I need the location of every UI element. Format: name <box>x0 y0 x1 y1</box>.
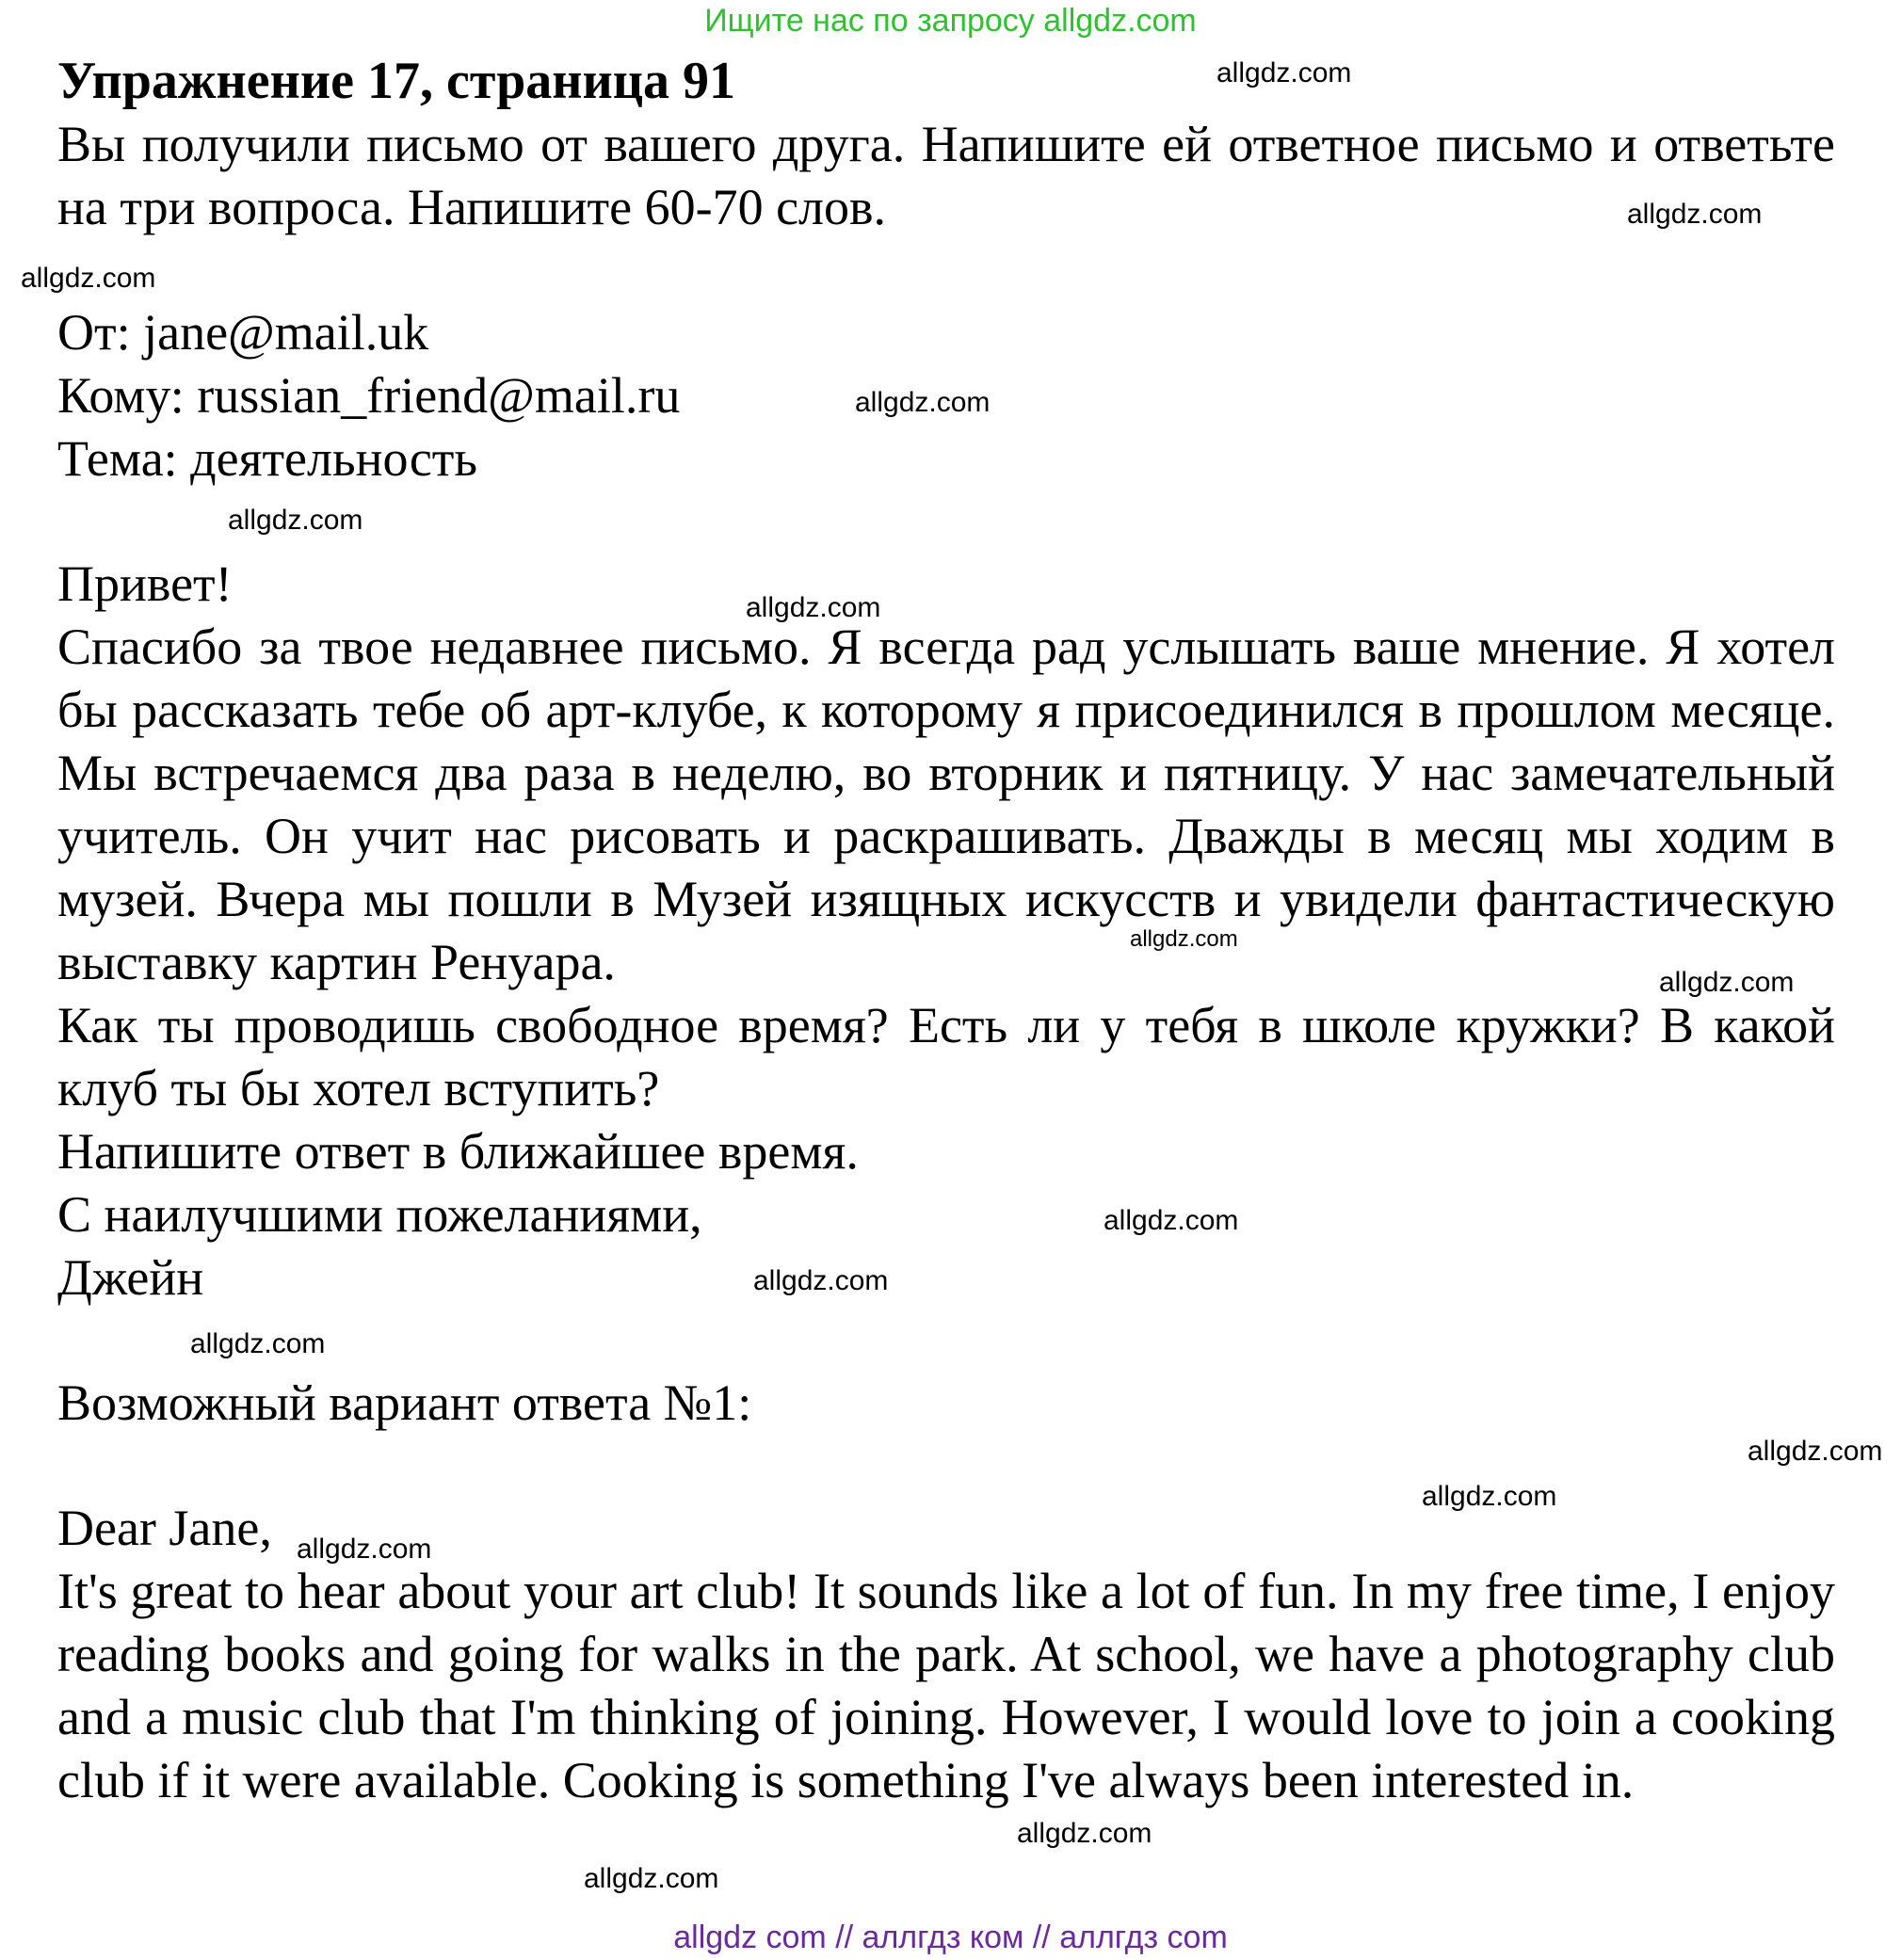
letter-questions: Как ты проводишь свободное время? Есть ли у тебя в школе кружки? В какой клуб ты бы хотел вступить? <box>57 997 1835 1117</box>
watermark: allgdz.com <box>1216 57 1352 88</box>
top-search-banner[interactable]: Ищите нас по запросу allgdz.com <box>704 3 1197 39</box>
watermark: allgdz.com <box>1748 1436 1883 1467</box>
watermark: allgdz.com <box>1627 199 1763 230</box>
watermark: allgdz.com <box>855 387 991 418</box>
answer-salutation: Dear Jane, <box>57 1500 272 1556</box>
watermark: allgdz.com <box>1659 967 1795 998</box>
watermark: allgdz.com <box>1104 1205 1239 1236</box>
watermark: allgdz.com <box>1017 1818 1152 1849</box>
exercise-title: Упражнение 17, страница 91 <box>57 52 736 110</box>
exercise-instruction: Вы получили письмо от вашего друга. Напишите ей ответное письмо и ответьте на три вопроса. Напишите 60-70 слов. <box>57 116 1835 235</box>
watermark: allgdz.com <box>584 1863 719 1894</box>
letter-body: Спасибо за твое недавнее письмо. Я всегда рад услышать ваше мнение. Я хотел бы рассказать тебе об арт-клубе, к которому я присоединился в прошлом месяце. Мы встречаемся два раза в неделю, во вторник и пятницу. У нас замечательный учитель. Он учит нас рисовать и раскрашивать. Дважды в месяц мы ходим в музей. Вчера мы пошли в Музей изящных искусств и увидели фантастическую выставку картин Ренуара. <box>57 619 1835 990</box>
letter-closing: С наилучшими пожеланиями, <box>57 1186 702 1243</box>
email-to: Кому: russian_friend@mail.ru <box>57 367 681 424</box>
letter-signature: Джейн <box>57 1249 204 1306</box>
spacer <box>57 239 1835 301</box>
answer-body: It's great to hear about your art club! It sounds like a lot of fun. In my free time, I enjoy reading books and going for walks in the park. At school, we have a photography club and a music club that I'm thinking of joining. However, I would love to join a cooking club if it were available. Cooking is something I've always been interested in. <box>57 1563 1835 1808</box>
bottom-site-banner[interactable]: allgdz com // аллгдз ком // аллгдз com <box>673 1920 1228 1955</box>
watermark: allgdz.com <box>21 263 156 294</box>
watermark: allgdz.com <box>753 1265 889 1296</box>
answer-heading: Возможный вариант ответа №1: <box>57 1374 752 1431</box>
watermark: allgdz.com <box>1130 926 1238 952</box>
watermark: allgdz.com <box>297 1534 432 1565</box>
watermark: allgdz.com <box>1422 1481 1557 1512</box>
letter-request: Напишите ответ в ближайшее время. <box>57 1123 859 1180</box>
letter-greeting: Привет! <box>57 555 233 612</box>
watermark: allgdz.com <box>746 592 881 623</box>
watermark: allgdz.com <box>190 1328 326 1359</box>
spacer <box>57 1435 1835 1497</box>
email-from: От: jane@mail.uk <box>57 304 429 361</box>
email-subject: Тема: деятельность <box>57 430 478 487</box>
watermark: allgdz.com <box>228 505 363 536</box>
